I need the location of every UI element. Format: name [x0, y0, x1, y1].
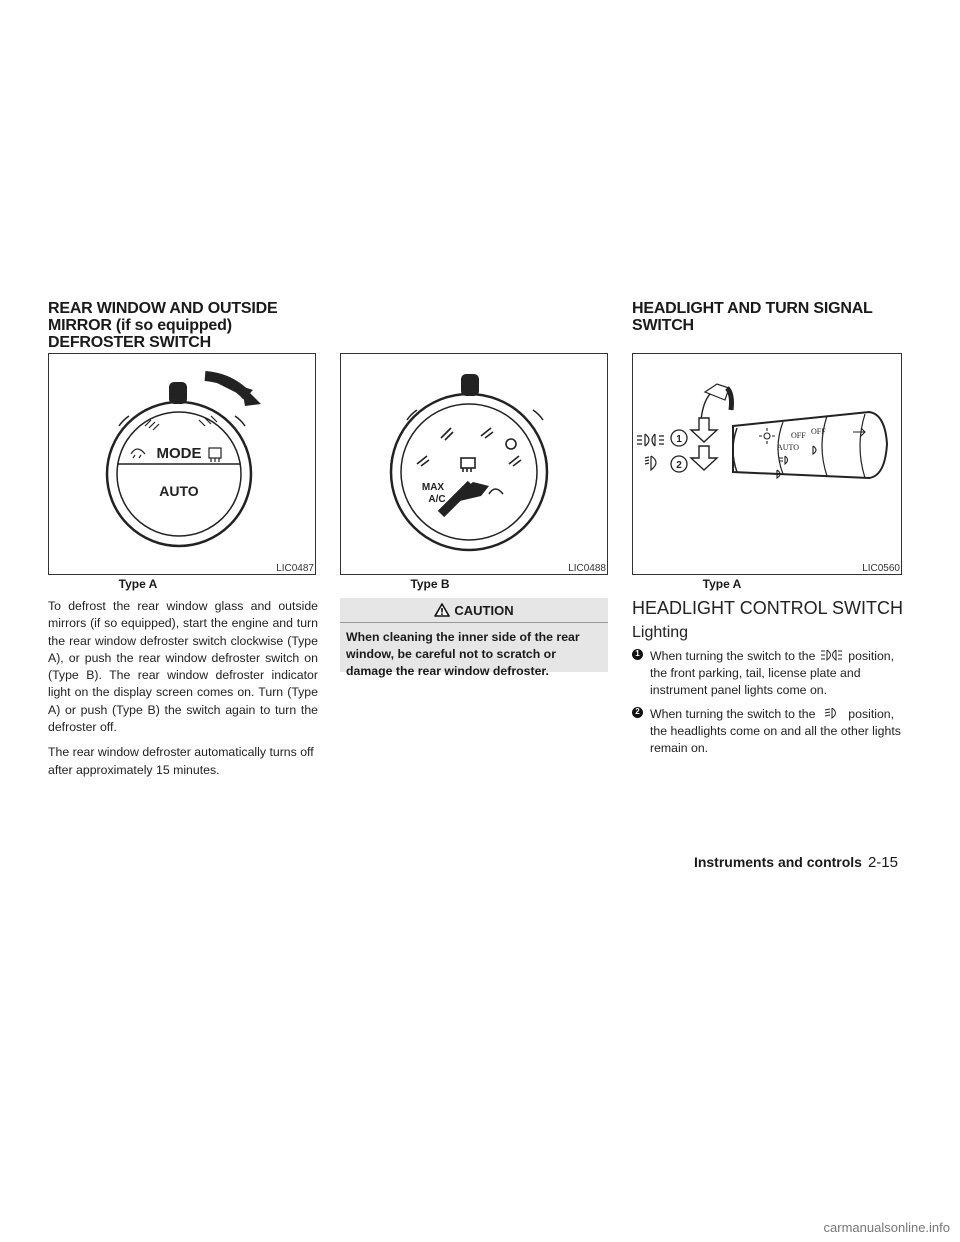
caution-text: When cleaning the inner side of the rear window, be careful not to scratch or damage the rear window defroster. — [340, 622, 608, 688]
item-text: When turning the switch to the — [650, 649, 816, 663]
lighting-subheading: Lighting — [632, 624, 689, 641]
headlight-control-heading: HEADLIGHT CONTROL SWITCH — [632, 598, 904, 618]
caution-heading: CAUTION — [454, 602, 514, 618]
figure-headlight-switch — [632, 353, 902, 575]
list-item — [632, 706, 904, 756]
figure-type-b-defroster — [340, 353, 608, 575]
figure-id: LIC0487 — [276, 563, 314, 574]
position-1-label: 1 — [676, 434, 682, 445]
list-item — [632, 648, 904, 698]
page-footer — [694, 854, 898, 871]
section-title-defroster — [48, 300, 277, 351]
item-text: position, the front parking, tail, license plate and instrument panel lights come on. — [650, 649, 895, 697]
defroster-paragraph: The rear window defroster automatically turns off after approximately 15 minutes. — [48, 745, 314, 777]
parking-light-icon — [819, 649, 845, 666]
step-number: 1 — [632, 648, 650, 698]
step-number: 2 — [632, 706, 650, 756]
figure-type-a-defroster — [48, 353, 316, 575]
item-text: position, the headlights come on and all the other lights remain on. — [650, 707, 901, 755]
title-line: SWITCH — [632, 317, 694, 334]
title-line: HEADLIGHT AND TURN SIGNAL — [632, 300, 873, 317]
ac-label: A/C — [428, 494, 446, 505]
mode-dial-illustration — [49, 354, 315, 574]
figure-caption: Type A — [118, 577, 158, 591]
caution-header — [340, 598, 608, 622]
off-label-fog: OFF — [811, 427, 826, 436]
defroster-body — [48, 598, 318, 779]
figure-caption: Type B — [410, 577, 450, 591]
mode-label: MODE — [156, 445, 202, 462]
title-line: DEFROSTER SWITCH — [48, 334, 212, 351]
watermark: carmanualsonline.info — [823, 1220, 950, 1235]
auto-label: AUTO — [777, 443, 800, 452]
caution-box — [340, 598, 608, 678]
page-number: 2-15 — [867, 854, 898, 871]
defroster-paragraph: To defrost the rear window glass and outside mirrors (if so equipped), start the engine and turn the rear window defroster switch clockwise (Type A), or push the rear window defroster switch on (Type B). The rear window defroster indicator light on the display screen comes on. Turn (Type A) or push (Type B) the switch again to turn the defroster off. — [48, 599, 318, 735]
figure-id: LIC0560 — [862, 563, 900, 574]
lighting-list — [632, 648, 904, 756]
figure-caption: Type A — [702, 577, 742, 591]
max-label: MAX — [421, 482, 445, 493]
figure-id: LIC0488 — [568, 563, 606, 574]
headlight-switch-illustration — [633, 354, 901, 574]
auto-label: AUTO — [159, 483, 199, 499]
section-title-headlight — [632, 300, 873, 334]
position-2-label: 2 — [676, 460, 682, 471]
headlight-icon — [819, 707, 845, 724]
title-line: REAR WINDOW AND OUTSIDE — [48, 300, 278, 317]
item-text: When turning the switch to the — [650, 707, 816, 721]
max-ac-dial-illustration — [341, 354, 607, 574]
title-line: MIRROR (if so equipped) — [48, 317, 232, 334]
footer-section: Instruments and controls — [693, 854, 862, 870]
warning-triangle-icon — [434, 603, 450, 617]
off-label: OFF — [791, 431, 806, 440]
